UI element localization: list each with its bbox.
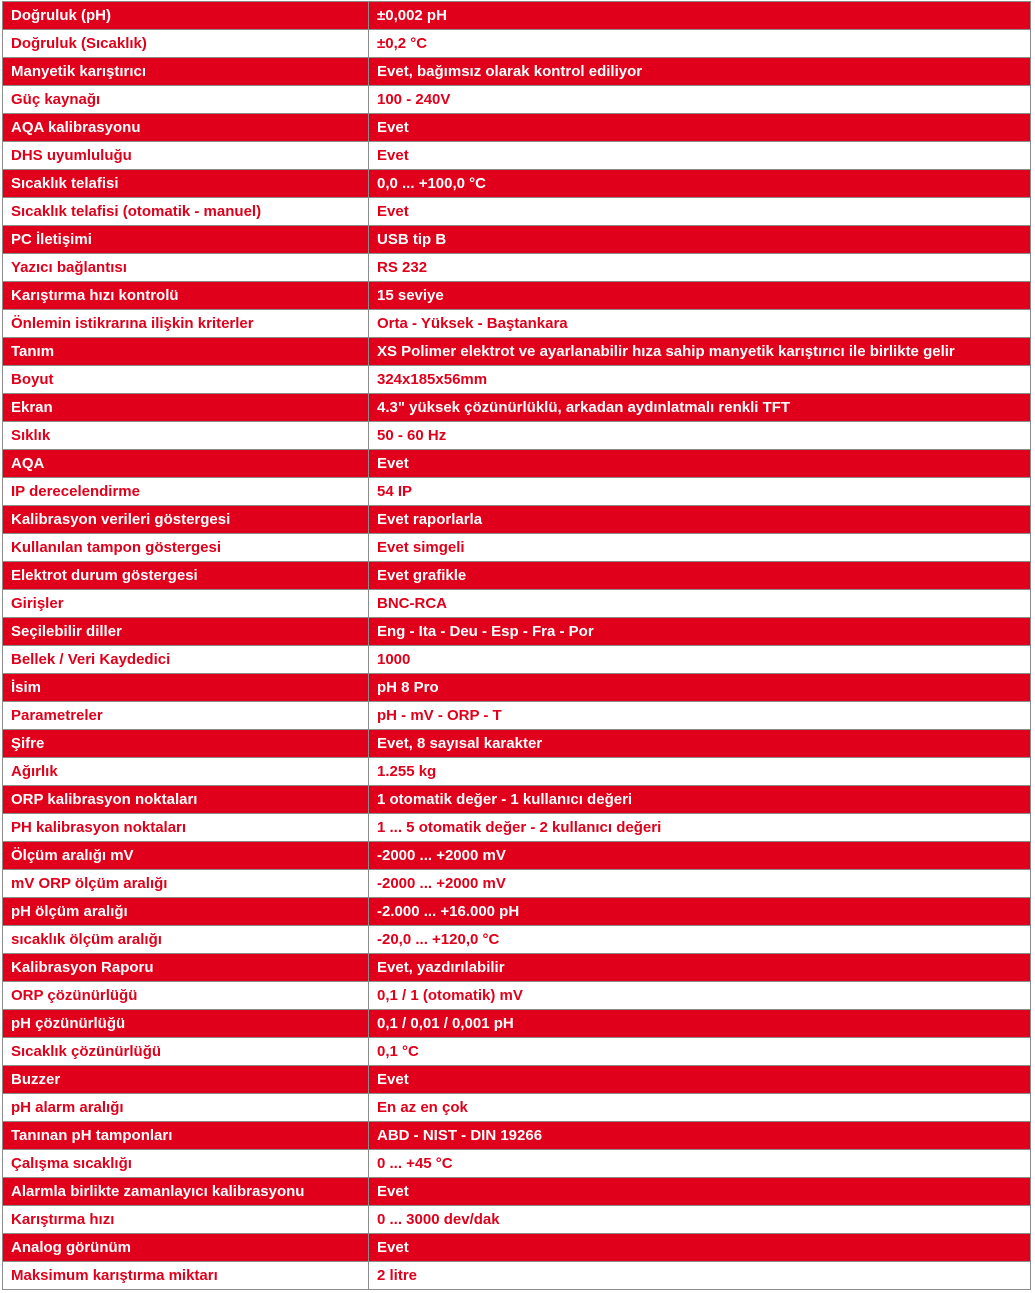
spec-label: Alarmla birlikte zamanlayıcı kalibrasyonu [3, 1178, 369, 1206]
spec-value: 0,1 / 1 (otomatik) mV [369, 982, 1031, 1010]
spec-value: pH 8 Pro [369, 674, 1031, 702]
spec-row [3, 618, 1031, 646]
spec-value: ABD - NIST - DIN 19266 [369, 1122, 1031, 1150]
spec-value: Evet grafikle [369, 562, 1031, 590]
spec-row [3, 450, 1031, 478]
spec-row [3, 58, 1031, 86]
spec-label: pH çözünürlüğü [3, 1010, 369, 1038]
spec-label: PH kalibrasyon noktaları [3, 814, 369, 842]
spec-row [3, 898, 1031, 926]
spec-value: 1000 [369, 646, 1031, 674]
spec-value: Evet, yazdırılabilir [369, 954, 1031, 982]
spec-label: Tanınan pH tamponları [3, 1122, 369, 1150]
spec-label: Analog görünüm [3, 1234, 369, 1262]
spec-label: Şifre [3, 730, 369, 758]
spec-row [3, 1122, 1031, 1150]
spec-label: Önlemin istikrarına ilişkin kriterler [3, 310, 369, 338]
spec-label: AQA kalibrasyonu [3, 114, 369, 142]
spec-row [3, 198, 1031, 226]
spec-value: Evet [369, 142, 1031, 170]
spec-value: 324x185x56mm [369, 366, 1031, 394]
spec-row [3, 478, 1031, 506]
spec-label: Ekran [3, 394, 369, 422]
spec-value: Orta - Yüksek - Baştankara [369, 310, 1031, 338]
spec-row [3, 1094, 1031, 1122]
spec-row [3, 702, 1031, 730]
spec-label: Doğruluk (pH) [3, 2, 369, 30]
spec-label: Bellek / Veri Kaydedici [3, 646, 369, 674]
spec-value: Evet raporlarla [369, 506, 1031, 534]
spec-row [3, 562, 1031, 590]
spec-row [3, 1178, 1031, 1206]
spec-row [3, 870, 1031, 898]
spec-row [3, 534, 1031, 562]
spec-value: Evet [369, 1234, 1031, 1262]
spec-label: Çalışma sıcaklığı [3, 1150, 369, 1178]
spec-value: 100 - 240V [369, 86, 1031, 114]
spec-row [3, 758, 1031, 786]
spec-row [3, 394, 1031, 422]
spec-label: Elektrot durum göstergesi [3, 562, 369, 590]
spec-value: 50 - 60 Hz [369, 422, 1031, 450]
spec-row [3, 1206, 1031, 1234]
spec-label: Manyetik karıştırıcı [3, 58, 369, 86]
spec-label: Ağırlık [3, 758, 369, 786]
spec-label: Kalibrasyon verileri göstergesi [3, 506, 369, 534]
spec-label: Güç kaynağı [3, 86, 369, 114]
spec-row [3, 366, 1031, 394]
spec-row [3, 842, 1031, 870]
spec-value: Evet simgeli [369, 534, 1031, 562]
spec-row [3, 30, 1031, 58]
spec-value: -2000 ... +2000 mV [369, 842, 1031, 870]
spec-row [3, 254, 1031, 282]
spec-label: Sıcaklık çözünürlüğü [3, 1038, 369, 1066]
spec-label: Kalibrasyon Raporu [3, 954, 369, 982]
spec-row [3, 646, 1031, 674]
spec-row [3, 954, 1031, 982]
spec-table-body [3, 2, 1031, 1290]
spec-value: -2.000 ... +16.000 pH [369, 898, 1031, 926]
spec-row [3, 1010, 1031, 1038]
spec-label: Sıcaklık telafisi [3, 170, 369, 198]
spec-value: Evet [369, 198, 1031, 226]
spec-value: 4.3" yüksek çözünürlüklü, arkadan aydınlatmalı renkli TFT [369, 394, 1031, 422]
spec-row [3, 730, 1031, 758]
spec-label: mV ORP ölçüm aralığı [3, 870, 369, 898]
spec-label: Yazıcı bağlantısı [3, 254, 369, 282]
spec-value: Evet [369, 450, 1031, 478]
spec-value: Evet [369, 1066, 1031, 1094]
spec-label: DHS uyumluluğu [3, 142, 369, 170]
spec-row [3, 282, 1031, 310]
spec-row [3, 590, 1031, 618]
spec-row [3, 786, 1031, 814]
spec-value: -2000 ... +2000 mV [369, 870, 1031, 898]
spec-value: Evet [369, 1178, 1031, 1206]
spec-label: sıcaklık ölçüm aralığı [3, 926, 369, 954]
spec-row [3, 338, 1031, 366]
spec-value: 1.255 kg [369, 758, 1031, 786]
spec-label: pH alarm aralığı [3, 1094, 369, 1122]
spec-value: ±0,002 pH [369, 2, 1031, 30]
spec-value: Evet [369, 114, 1031, 142]
spec-value: 1 ... 5 otomatik değer - 2 kullanıcı değeri [369, 814, 1031, 842]
spec-row [3, 86, 1031, 114]
spec-row [3, 506, 1031, 534]
spec-value: 54 IP [369, 478, 1031, 506]
spec-row [3, 926, 1031, 954]
spec-label: Karıştırma hızı kontrolü [3, 282, 369, 310]
spec-value: 1 otomatik değer - 1 kullanıcı değeri [369, 786, 1031, 814]
spec-row [3, 1066, 1031, 1094]
spec-value: En az en çok [369, 1094, 1031, 1122]
spec-label: Boyut [3, 366, 369, 394]
spec-label: PC İletişimi [3, 226, 369, 254]
spec-value: -20,0 ... +120,0 °C [369, 926, 1031, 954]
spec-label: pH ölçüm aralığı [3, 898, 369, 926]
spec-row [3, 114, 1031, 142]
spec-label: Karıştırma hızı [3, 1206, 369, 1234]
spec-label: AQA [3, 450, 369, 478]
spec-row [3, 1234, 1031, 1262]
spec-label: Doğruluk (Sıcaklık) [3, 30, 369, 58]
spec-value: 0,1 / 0,01 / 0,001 pH [369, 1010, 1031, 1038]
spec-row [3, 674, 1031, 702]
spec-row [3, 422, 1031, 450]
spec-row [3, 1262, 1031, 1290]
spec-row [3, 814, 1031, 842]
spec-label: Kullanılan tampon göstergesi [3, 534, 369, 562]
spec-value: 0,1 °C [369, 1038, 1031, 1066]
spec-label: Ölçüm aralığı mV [3, 842, 369, 870]
spec-label: IP derecelendirme [3, 478, 369, 506]
spec-row [3, 170, 1031, 198]
spec-value: RS 232 [369, 254, 1031, 282]
spec-value: 0,0 ... +100,0 °C [369, 170, 1031, 198]
spec-table [2, 1, 1031, 1290]
spec-label: Sıcaklık telafisi (otomatik - manuel) [3, 198, 369, 226]
spec-label: Parametreler [3, 702, 369, 730]
spec-value: 0 ... 3000 dev/dak [369, 1206, 1031, 1234]
spec-label: Tanım [3, 338, 369, 366]
spec-value: pH - mV - ORP - T [369, 702, 1031, 730]
spec-value: Eng - Ita - Deu - Esp - Fra - Por [369, 618, 1031, 646]
spec-label: Maksimum karıştırma miktarı [3, 1262, 369, 1290]
spec-label: İsim [3, 674, 369, 702]
spec-label: ORP çözünürlüğü [3, 982, 369, 1010]
spec-row [3, 2, 1031, 30]
spec-label: Sıklık [3, 422, 369, 450]
spec-row [3, 310, 1031, 338]
spec-value: 2 litre [369, 1262, 1031, 1290]
spec-row [3, 226, 1031, 254]
spec-label: ORP kalibrasyon noktaları [3, 786, 369, 814]
spec-row [3, 142, 1031, 170]
spec-row [3, 1150, 1031, 1178]
spec-value: XS Polimer elektrot ve ayarlanabilir hıza sahip manyetik karıştırıcı ile birlikte gelir [369, 338, 1031, 366]
spec-label: Girişler [3, 590, 369, 618]
spec-value: BNC-RCA [369, 590, 1031, 618]
spec-label: Buzzer [3, 1066, 369, 1094]
spec-value: Evet, bağımsız olarak kontrol ediliyor [369, 58, 1031, 86]
spec-value: USB tip B [369, 226, 1031, 254]
spec-value: 0 ... +45 °C [369, 1150, 1031, 1178]
spec-value: ±0,2 °C [369, 30, 1031, 58]
spec-value: Evet, 8 sayısal karakter [369, 730, 1031, 758]
spec-label: Seçilebilir diller [3, 618, 369, 646]
spec-value: 15 seviye [369, 282, 1031, 310]
spec-row [3, 1038, 1031, 1066]
spec-row [3, 982, 1031, 1010]
